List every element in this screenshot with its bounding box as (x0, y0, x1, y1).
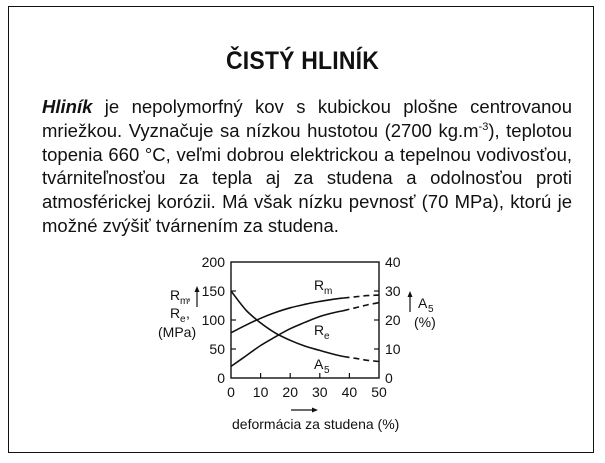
right-axis-label-unit: (%) (414, 314, 436, 330)
left-axis-label-r: R (170, 287, 181, 303)
page-title: ČISTÝ HLINÍK (225, 47, 379, 75)
left-axis-label-r2: R (170, 305, 181, 321)
left-tick-label: 50 (209, 341, 225, 357)
left-axis-label-comma2: , (186, 305, 190, 321)
left-tick-label: 0 (217, 370, 225, 386)
series-re-label-subscript: e (324, 331, 330, 342)
paragraph-text-2: ), teplotou topenia 660 °C, veľmi dobrou elektrickou a tepelnou vodivosťou, tvárniteľnosťou za tepla aj za studena a odolnosťou proti atmosférickej korózii. Má však nízku pevnosť (70 MPa), ktorú je možné zvýšiť tvárnením za studena. (42, 119, 572, 236)
series-re-extrapolation (344, 303, 380, 311)
x-axis-label: deformácia za studena (%) (232, 416, 400, 432)
right-tick-label: 10 (385, 341, 401, 357)
series-a5-extrapolation (344, 357, 380, 362)
series-rm-label-subscript: m (324, 286, 333, 297)
x-tick-label: 50 (371, 384, 387, 400)
x-tick-label: 0 (227, 384, 235, 400)
right-tick-label: 40 (385, 254, 401, 270)
x-tick-label: 20 (282, 384, 298, 400)
left-tick-label: 150 (201, 283, 225, 299)
x-tick-label: 10 (252, 384, 269, 400)
left-tick-label: 200 (201, 254, 225, 270)
right-tick-label: 20 (385, 312, 401, 328)
plot-frame (231, 262, 379, 378)
series-rm-line (231, 298, 344, 333)
lead-word: Hliník (42, 96, 93, 117)
series-a5-label: A (314, 356, 324, 372)
paragraph-text-1: je nepolymorfný kov s kubickou plošne centrovanou mriežkou. Vyznačuje sa nízkou hustotou (2700 kg.m (42, 96, 572, 141)
series-rm-label: R (314, 277, 325, 293)
right-tick-label: 0 (385, 370, 393, 386)
left-axis-label-e: e (180, 314, 186, 325)
series-re-label: R (314, 322, 325, 338)
x-axis-arrow (291, 408, 318, 413)
left-axis-arrow (195, 286, 200, 307)
right-tick-label: 30 (385, 283, 401, 299)
left-axis-label-m: m (180, 296, 189, 307)
right-axis-arrow (408, 291, 413, 312)
left-axis-label-unit: (MPa) (158, 324, 197, 340)
x-tick-label: 40 (341, 384, 358, 400)
right-axis-label-5: 5 (428, 304, 434, 315)
series-a5-label-subscript: 5 (324, 365, 330, 376)
density-exponent: -3 (478, 120, 489, 133)
x-tick-label: 30 (312, 384, 328, 400)
left-tick-label: 100 (201, 312, 225, 328)
right-axis-label-a: A (418, 295, 428, 311)
series-rm-extrapolation (344, 295, 380, 298)
left-axis-label-comma1: , (187, 287, 191, 303)
